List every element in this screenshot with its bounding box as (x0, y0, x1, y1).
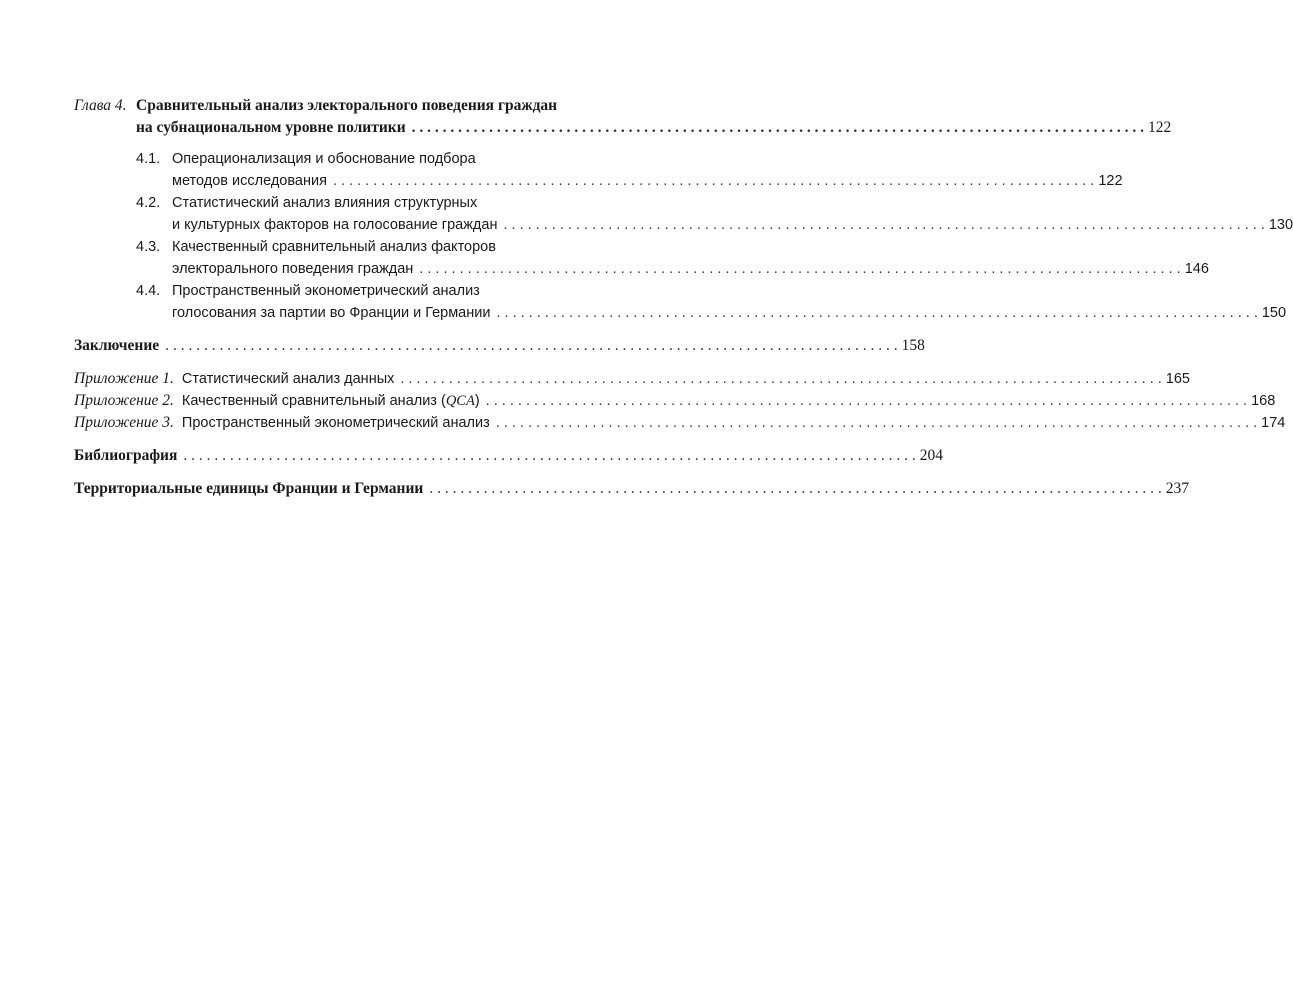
section-title-line-1: Операционализация и обоснование подбора (172, 151, 476, 167)
section-title-line-2: методов исследования . . . 122 (172, 170, 1123, 192)
chapter-title-line-2: на субнациональном уровне политики . . . 122 (136, 117, 1171, 139)
dot-leader (412, 117, 1144, 139)
table-of-contents (74, 95, 1293, 500)
section-page-number: 146 (1184, 261, 1209, 277)
chapter-page-number: 122 (1148, 119, 1172, 136)
appendix-page-number: 174 (1261, 415, 1286, 431)
section-title-line-2: голосования за партии во Франции и Германии . . . 150 (172, 302, 1286, 324)
territories-title: Территориальные единицы Франции и Германии (74, 480, 424, 497)
dot-leader (486, 390, 1247, 412)
bibliography-page-number: 204 (919, 447, 943, 464)
appendix-label: Приложение 3. (74, 414, 174, 431)
dot-leader (165, 335, 897, 357)
section-title-line-1: Пространственный эконометрический анализ (172, 283, 480, 299)
appendix-label: Приложение 2. (74, 392, 174, 409)
conclusion-title: Заключение (74, 337, 160, 354)
dot-leader (333, 170, 1094, 192)
dot-leader (496, 412, 1257, 434)
section-number: 4.3. (136, 239, 161, 255)
section-page-number: 122 (1098, 173, 1123, 189)
section-number: 4.4. (136, 283, 161, 299)
section-title-line-1: Качественный сравнительный анализ факторов (172, 239, 496, 255)
toc-section-4-1 (136, 148, 1123, 192)
section-number: 4.1. (136, 151, 161, 167)
conclusion-page-number: 158 (901, 337, 925, 354)
dot-leader (429, 478, 1161, 500)
toc-chapter-4 (74, 95, 1172, 139)
toc-territories (74, 478, 1189, 500)
appendix-title-abbrev: QCA (445, 393, 475, 409)
appendix-title: Качественный сравнительный анализ (QCA) (181, 393, 480, 409)
section-page-number: 150 (1261, 305, 1287, 321)
toc-appendix-1 (74, 368, 1190, 390)
dot-leader (419, 258, 1180, 280)
toc-appendix-3 (74, 412, 1286, 434)
toc-section-4-3 (136, 236, 1209, 280)
toc-section-4-2 (136, 192, 1293, 236)
appendix-title: Статистический анализ данных (181, 371, 395, 387)
appendix-title: Пространственный эконометрический анализ (181, 415, 490, 431)
section-title-line-2: и культурных факторов на голосование граждан . . . 130 (172, 214, 1293, 236)
appendix-label: Приложение 1. (74, 370, 174, 387)
section-page-number: 130 (1268, 217, 1293, 233)
chapter-title-line-1: Сравнительный анализ электорального поведения граждан (136, 97, 558, 114)
dot-leader (503, 214, 1264, 236)
toc-section-4-4 (136, 280, 1287, 324)
section-title-line-2: электорального поведения граждан . . . 146 (172, 258, 1209, 280)
dot-leader (496, 302, 1257, 324)
territories-page-number: 237 (1165, 480, 1189, 497)
toc-bibliography (74, 445, 943, 467)
section-title-line-1: Статистический анализ влияния структурных (172, 195, 478, 211)
section-number: 4.2. (136, 195, 161, 211)
appendix-page-number: 168 (1251, 393, 1276, 409)
dot-leader (400, 368, 1161, 390)
toc-appendix-2 (74, 390, 1276, 412)
dot-leader (183, 445, 915, 467)
bibliography-title: Библиография (74, 447, 178, 464)
toc-conclusion (74, 335, 925, 357)
appendix-page-number: 165 (1165, 371, 1190, 387)
chapter-label: Глава 4. (74, 97, 127, 114)
